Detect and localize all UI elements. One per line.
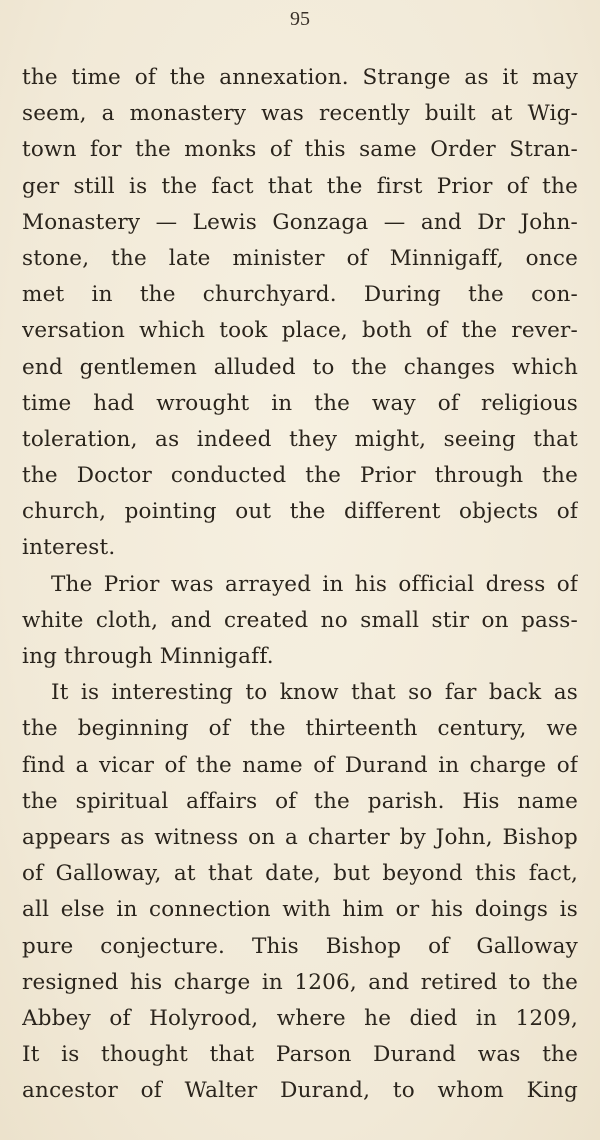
text-line: the time of the annexation. Strange as it may: [22, 65, 578, 90]
text-line: ger still is the fact that the first Prior of the: [22, 173, 578, 199]
text-line: It is thought that Parson Durand was the: [22, 1042, 578, 1068]
text-line: Abbey of Holyrood, where he died in 1209,: [22, 1005, 578, 1031]
body-text: [22, 60, 578, 1109]
text-line: pure conjecture. This Bishop of Galloway: [22, 933, 578, 959]
text-line: appears as witness on a charter by John, Bishop: [22, 824, 578, 850]
text-line: ancestor of Walter Durand, to whom King: [22, 1078, 578, 1104]
text-line: stone, the late minister of Minnigaff, once: [22, 245, 578, 271]
text-line: find a vicar of the name of Durand in charge of: [22, 752, 578, 778]
text-line: church, pointing out the different objects of: [22, 499, 578, 525]
text-line: white cloth, and created no small stir on pass-: [22, 607, 578, 633]
page-number: 95: [290, 8, 310, 30]
text-line: seem, a monastery was recently built at Wig-: [22, 101, 578, 127]
text-line: the spiritual affairs of the parish. His name: [22, 788, 578, 814]
text-line: It is interesting to know that so far back as: [51, 680, 578, 706]
text-line: ing through Minnigaff.: [22, 644, 274, 669]
text-line: resigned his charge in 1206, and retired to the: [22, 969, 578, 995]
text-line: met in the churchyard. During the con-: [22, 282, 578, 308]
text-line: end gentlemen alluded to the changes which: [22, 354, 578, 380]
text-line: the beginning of the thirteenth century, we: [22, 716, 578, 742]
text-line: Monastery — Lewis Gonzaga — and Dr John-: [22, 209, 578, 235]
text-line: The Prior was arrayed in his official dress of: [51, 571, 578, 597]
text-line: all else in connection with him or his doings is: [22, 897, 578, 923]
text-line: interest.: [22, 535, 116, 561]
text-line: toleration, as indeed they might, seeing that: [22, 426, 578, 452]
text-line: versation which took place, both of the rever-: [22, 318, 578, 344]
text-line: the Doctor conducted the Prior through the: [22, 463, 578, 489]
text-line: time had wrought in the way of religious: [22, 390, 578, 416]
text-line: town for the monks of this same Order Stran-: [22, 137, 578, 163]
text-line: of Galloway, at that date, but beyond this fact,: [22, 861, 578, 887]
